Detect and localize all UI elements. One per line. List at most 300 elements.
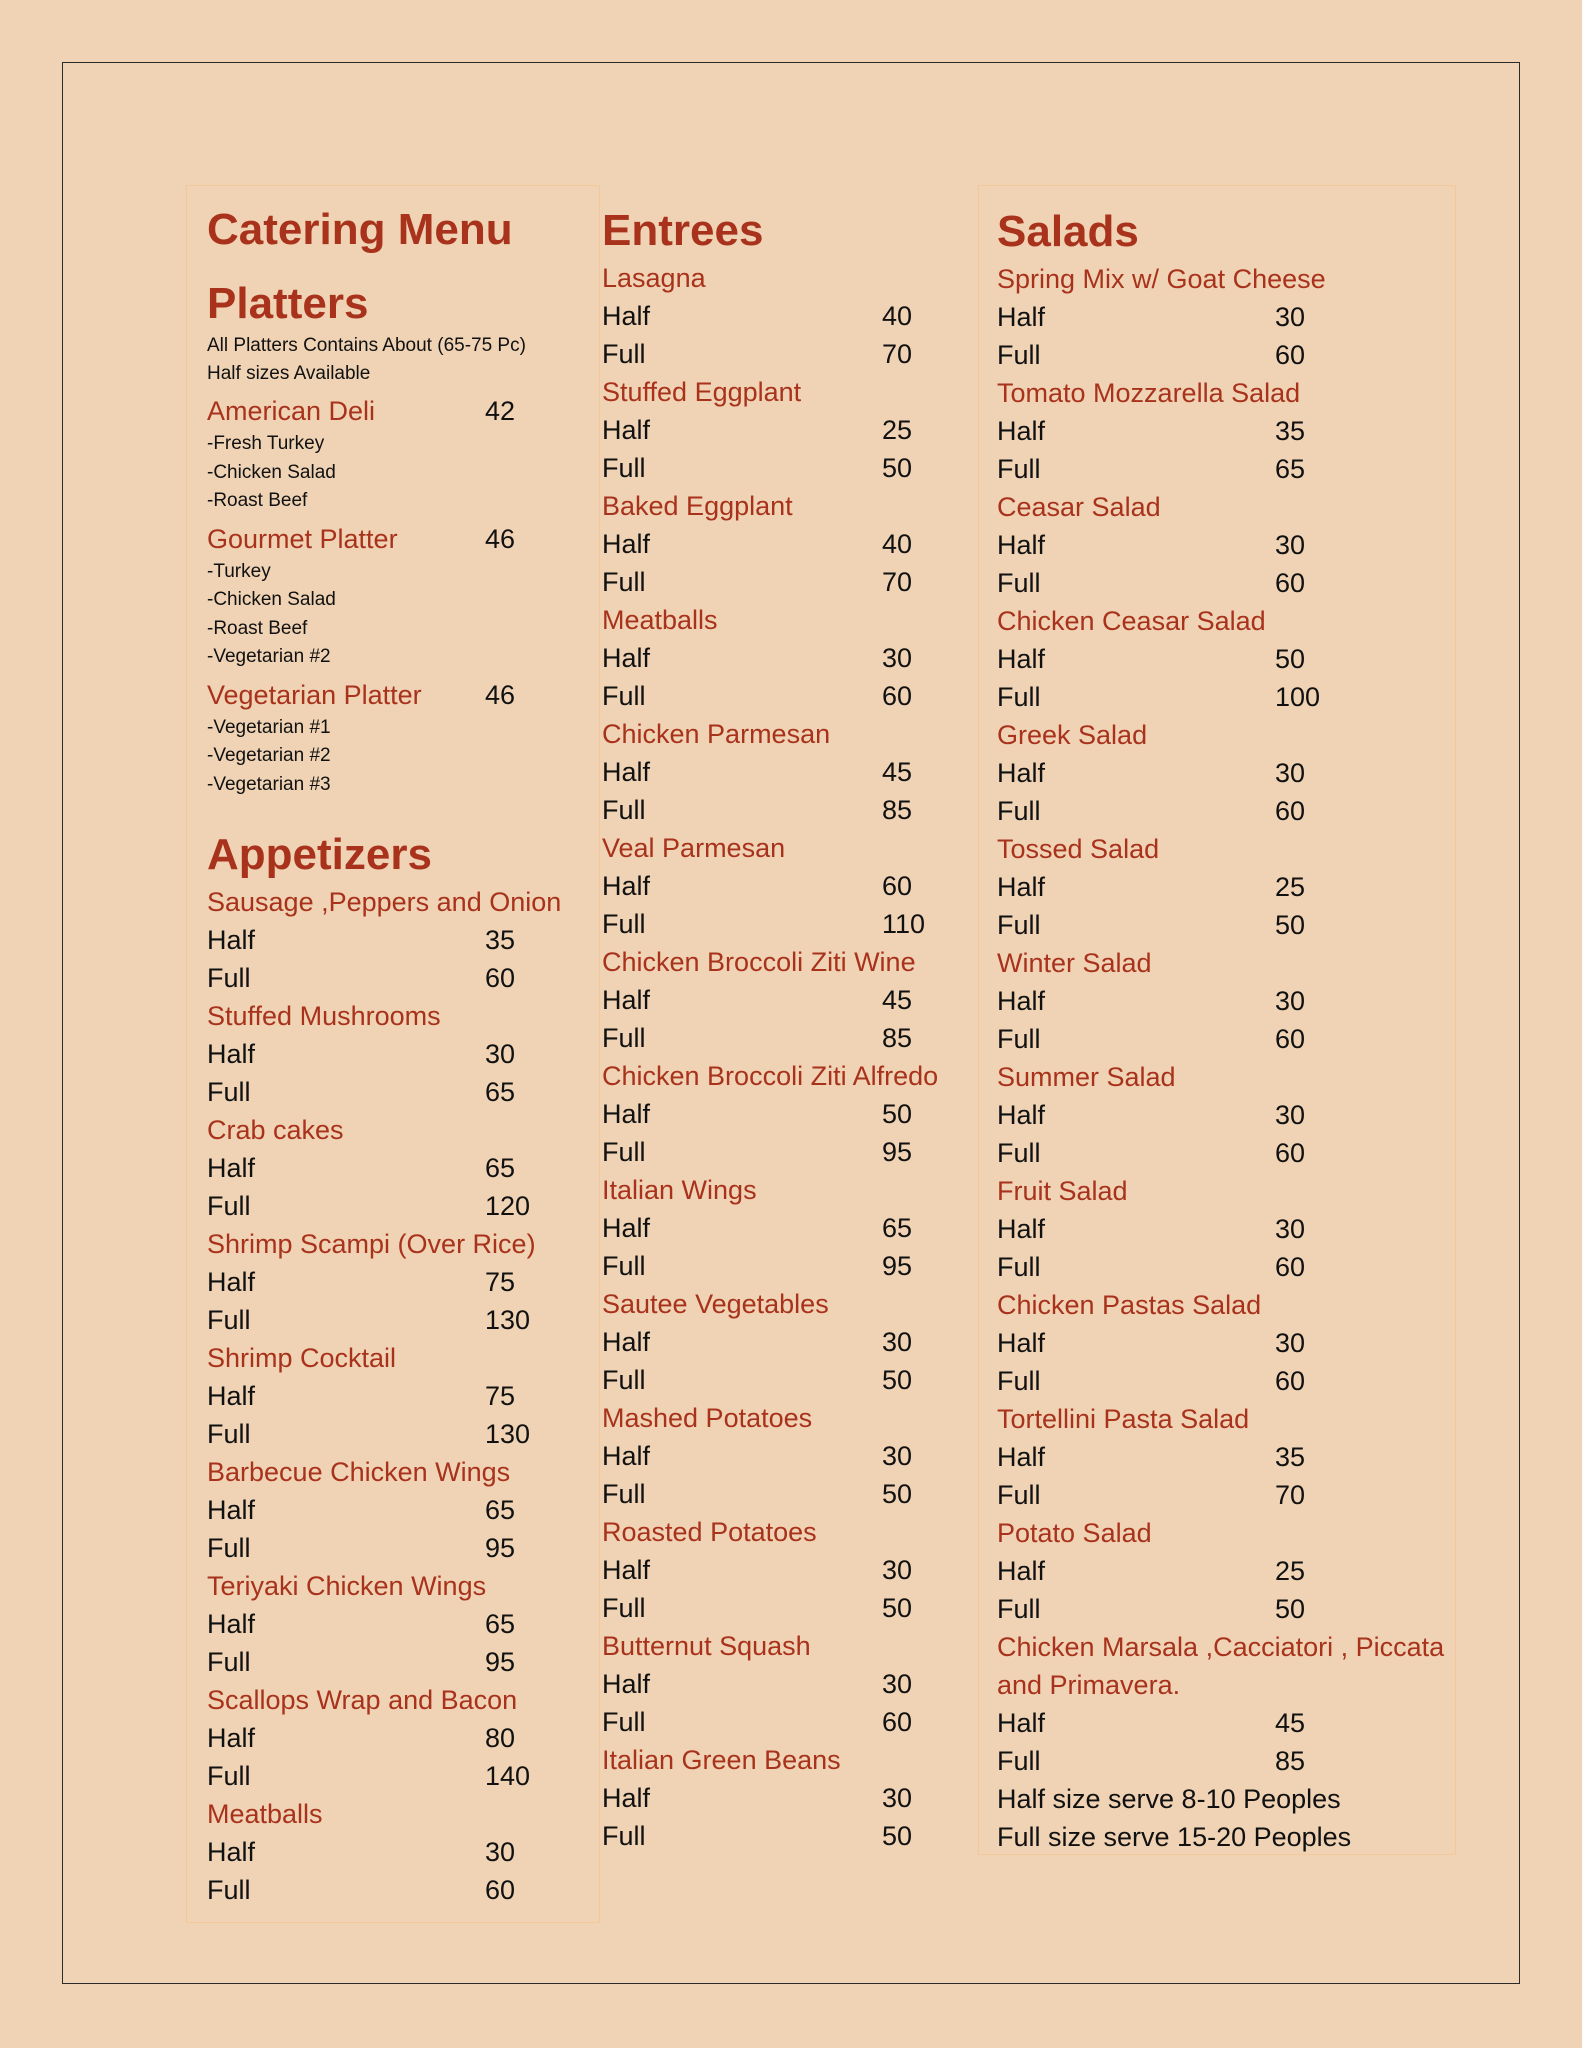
half-price-row [997,1552,1455,1590]
full-price-row [997,1742,1455,1780]
half-label: Half [602,415,651,445]
full-label: Full [207,1419,251,1449]
platter-item [207,676,599,800]
half-label: Half [602,643,651,673]
half-price: 35 [1275,416,1306,446]
full-label: Full [207,1761,251,1791]
full-price-row [997,906,1455,944]
item-name: Chicken Broccoli Ziti Wine [602,947,916,977]
half-price-row [207,1491,599,1529]
full-price: 60 [485,963,516,993]
half-label: Half [207,1267,256,1297]
full-label: Full [997,568,1041,598]
full-price: 50 [882,1821,913,1851]
full-price-row [997,1590,1455,1628]
full-price-row [997,450,1455,488]
full-price: 60 [882,681,913,711]
full-price-row [602,335,980,373]
half-price: 30 [1275,986,1306,1016]
half-price: 65 [485,1609,516,1639]
half-price: 30 [882,1669,913,1699]
full-price: 85 [1275,1746,1306,1776]
full-price-row [997,1248,1455,1286]
full-price-row [602,1475,980,1513]
full-price-row [207,1073,599,1111]
half-price: 30 [1275,1214,1306,1244]
half-price: 30 [485,1837,516,1867]
full-price: 70 [1275,1480,1306,1510]
full-price-row [207,959,599,997]
full-label: Full [207,1647,251,1677]
platter-price: 42 [485,396,516,426]
platter-item [207,520,599,672]
item-name: Butternut Squash [602,1631,811,1661]
menu-item [602,487,980,601]
full-label: Full [207,1533,251,1563]
full-label: Full [602,909,646,939]
menu-item [602,1285,980,1399]
item-name: Stuffed Mushrooms [207,1001,441,1031]
item-name: Ceasar Salad [997,492,1161,522]
item-name: Winter Salad [997,948,1152,978]
half-price: 60 [882,871,913,901]
platter-content-item: -Roast Beef [207,617,308,639]
full-price: 60 [1275,340,1306,370]
item-name: Baked Eggplant [602,491,793,521]
menu-item [997,374,1455,488]
platter-item [207,392,599,516]
item-name: Chicken Pastas Salad [997,1290,1262,1320]
item-name: Shrimp Scampi (Over Rice) [207,1229,536,1259]
half-label: Half [602,1783,651,1813]
item-name: Mashed Potatoes [602,1403,813,1433]
full-price: 50 [1275,910,1306,940]
half-price-row [997,982,1455,1020]
half-label: Half [602,301,651,331]
full-label: Full [602,453,646,483]
menu-item [602,259,980,373]
half-label: Half [997,302,1046,332]
half-price-row [602,753,980,791]
menu-item [602,715,980,829]
full-price: 50 [882,1479,913,1509]
full-price: 95 [882,1137,913,1167]
column-salads [978,185,1456,1855]
half-price-row [997,1324,1455,1362]
full-price: 70 [882,567,913,597]
half-label: Half [997,872,1046,902]
half-label: Half [207,925,256,955]
half-label: Half [207,1837,256,1867]
full-price-row [997,792,1455,830]
half-price: 50 [882,1099,913,1129]
full-label: Full [207,1305,251,1335]
half-price: 45 [882,985,913,1015]
half-price-row [602,639,980,677]
menu-item [997,944,1455,1058]
half-price-row [997,868,1455,906]
menu-item [997,602,1455,716]
half-price: 30 [1275,758,1306,788]
full-price-row [602,1247,980,1285]
menu-item [207,1225,599,1339]
full-price-row [997,1362,1455,1400]
menu-item [207,1681,599,1795]
full-price-row [997,1020,1455,1058]
platter-content-item: -Vegetarian #2 [207,646,331,667]
half-label: Half [997,1328,1046,1358]
half-price-row [602,867,980,905]
menu-item [207,1453,599,1567]
menu-item [997,1400,1455,1514]
half-label: Half [207,1609,256,1639]
full-price: 60 [1275,1138,1306,1168]
full-label: Full [997,454,1041,484]
item-name: Barbecue Chicken Wings [207,1457,511,1487]
full-price: 95 [882,1251,913,1281]
half-price: 25 [1275,872,1306,902]
full-price-row [207,1187,599,1225]
full-label: Full [997,910,1041,940]
entrees-title: Entrees [602,206,764,255]
menu-item [997,716,1455,830]
full-price-row [207,1757,599,1795]
menu-item [207,1111,599,1225]
half-price: 30 [882,1783,913,1813]
half-price: 45 [882,757,913,787]
full-label: Full [602,1251,646,1281]
menu-item [997,1172,1455,1286]
full-price: 110 [882,909,926,939]
platter-name: American Deli [207,396,376,426]
half-price-row [602,411,980,449]
full-label: Full [602,1365,646,1395]
platter-name: Gourmet Platter [207,523,398,554]
full-price: 50 [882,453,913,483]
item-name: Chicken Marsala ,Cacciatori , Piccata and Primavera. [997,1632,1445,1700]
menu-item [207,883,599,997]
half-price-row [207,921,599,959]
column-platters-appetizers [186,185,600,1923]
half-price-row [997,1704,1455,1742]
full-label: Full [602,681,646,711]
half-price-row [602,1209,980,1247]
full-price-row [602,1019,980,1057]
item-name: Crab cakes [207,1115,344,1145]
menu-title: Catering Menu [207,205,513,254]
full-price-row [602,905,980,943]
item-name: Italian Wings [602,1175,757,1205]
full-price: 50 [882,1593,913,1623]
item-name: Roasted Potatoes [602,1517,817,1547]
item-name: Meatballs [602,605,718,635]
half-price-row [602,1095,980,1133]
serving-note: Full size serve 15-20 Peoples [997,1822,1352,1852]
half-price: 30 [1275,1328,1306,1358]
menu-item [997,1514,1455,1628]
full-label: Full [602,1707,646,1737]
half-price: 30 [1275,302,1306,332]
half-price-row [602,981,980,1019]
half-price-row [207,1833,599,1871]
full-price: 130 [485,1419,531,1449]
full-label: Full [602,1137,646,1167]
half-label: Half [997,1100,1046,1130]
full-label: Full [602,339,646,369]
item-name: Italian Green Beans [602,1745,841,1775]
platter-content-item: -Vegetarian #3 [207,773,331,795]
full-price: 85 [882,1023,913,1053]
half-price-row [207,1719,599,1757]
full-price: 70 [882,339,913,369]
full-label: Full [997,1746,1041,1776]
half-price: 45 [1275,1708,1306,1738]
full-label: Full [997,1138,1041,1168]
full-label: Full [997,1480,1041,1510]
full-price: 65 [1275,454,1306,484]
full-price-row [602,677,980,715]
menu-item [997,488,1455,602]
half-label: Half [602,1327,651,1357]
half-label: Half [997,1214,1046,1244]
full-price: 85 [882,795,913,825]
full-price-row [602,1703,980,1741]
full-price: 60 [1275,1252,1306,1282]
half-label: Half [207,1495,256,1525]
half-price: 30 [882,1555,913,1585]
full-label: Full [207,1191,251,1221]
half-label: Half [997,1708,1046,1738]
menu-item [997,1058,1455,1172]
platter-content-item: -Vegetarian #2 [207,745,331,766]
menu-item [602,601,980,715]
half-label: Half [997,530,1046,560]
full-label: Full [997,1366,1041,1396]
menu-item [602,1399,980,1513]
half-label: Half [602,1669,651,1699]
menu-item [207,1339,599,1453]
platter-content-item: -Vegetarian #1 [207,716,331,738]
half-price-row [207,1263,599,1301]
half-price-row [207,1035,599,1073]
menu-item [207,1795,599,1909]
item-name: Greek Salad [997,720,1148,750]
item-name: Scallops Wrap and Bacon [207,1685,518,1715]
menu-item [602,373,980,487]
half-price-row [997,1096,1455,1134]
full-price-row [997,336,1455,374]
item-name: Lasagna [602,263,706,293]
half-label: Half [602,871,651,901]
platter-price: 46 [485,679,516,710]
half-label: Half [207,1039,256,1069]
half-label: Half [997,758,1046,788]
item-name: Meatballs [207,1799,323,1829]
half-price: 30 [1275,1100,1306,1130]
item-name: Tortellini Pasta Salad [997,1404,1250,1434]
half-price: 30 [1275,530,1306,560]
half-price: 75 [485,1267,516,1297]
platter-header [207,392,599,430]
menu-item [997,830,1455,944]
half-label: Half [602,529,651,559]
half-price-row [997,1438,1455,1476]
menu-item [602,829,980,943]
full-label: Full [602,795,646,825]
full-price-row [997,1476,1455,1514]
full-label: Full [997,1024,1041,1054]
half-price-row [997,526,1455,564]
half-price-row [602,1779,980,1817]
half-price-row [997,754,1455,792]
half-price: 25 [1275,1556,1306,1586]
half-price: 65 [882,1213,913,1243]
full-price-row [602,563,980,601]
full-price-row [207,1301,599,1339]
item-name: Spring Mix w/ Goat Cheese [997,264,1326,294]
full-price: 65 [485,1077,516,1107]
half-label: Half [997,416,1046,446]
menu-item [602,1741,980,1855]
half-price: 30 [485,1039,516,1069]
menu-item [602,943,980,1057]
full-label: Full [602,1593,646,1623]
full-label: Full [207,1875,251,1905]
full-price-row [602,791,980,829]
half-price: 80 [485,1723,516,1753]
half-label: Half [997,1442,1046,1472]
half-label: Half [207,1381,256,1411]
full-price-row [602,1133,980,1171]
item-name: Summer Salad [997,1062,1176,1092]
full-label: Full [602,567,646,597]
menu-item [602,1171,980,1285]
half-label: Half [602,1213,651,1243]
half-price: 65 [485,1495,516,1525]
platter-header [207,676,599,714]
platter-price: 46 [485,523,516,554]
full-price: 60 [882,1707,913,1737]
full-price: 140 [485,1761,531,1791]
full-label: Full [997,1252,1041,1282]
half-price-row [602,297,980,335]
half-price-row [207,1377,599,1415]
platter-header [207,520,599,558]
salads-title: Salads [997,207,1139,256]
full-price-row [602,1361,980,1399]
full-price: 60 [1275,568,1306,598]
full-price-row [207,1415,599,1453]
item-name: Chicken Ceasar Salad [997,606,1266,636]
full-price-row [997,1134,1455,1172]
item-name: Sautee Vegetables [602,1289,829,1319]
half-price-row [602,1665,980,1703]
column-entrees [590,185,980,1855]
full-label: Full [207,963,251,993]
half-label: Half [207,1153,256,1183]
half-label: Half [207,1723,256,1753]
item-name: Fruit Salad [997,1176,1128,1206]
platter-content-item: -Chicken Salad [207,461,336,483]
platter-note: Half sizes Available [207,363,371,384]
platter-content-item: -Chicken Salad [207,589,336,610]
item-name: Chicken Broccoli Ziti Alfredo [602,1061,939,1091]
full-price-row [602,449,980,487]
half-label: Half [602,757,651,787]
half-price: 30 [882,1441,913,1471]
platter-content-item: -Fresh Turkey [207,433,325,454]
full-price: 60 [1275,1024,1306,1054]
full-label: Full [602,1479,646,1509]
platter-name: Vegetarian Platter [207,679,422,710]
full-price: 60 [1275,796,1306,826]
full-price-row [997,564,1455,602]
half-price-row [602,525,980,563]
half-price: 50 [1275,644,1306,674]
full-label: Full [207,1077,251,1107]
menu-item [207,1567,599,1681]
full-price: 95 [485,1533,516,1563]
item-name: Chicken Parmesan [602,719,831,749]
full-price: 95 [485,1647,516,1677]
item-name: Sausage ,Peppers and Onion [207,887,562,917]
full-price-row [602,1817,980,1855]
full-price: 130 [485,1305,531,1335]
full-label: Full [997,340,1041,370]
menu-item [997,1286,1455,1400]
half-label: Half [997,644,1046,674]
menu-item [602,1627,980,1741]
platter-content-item: -Turkey [207,560,271,582]
full-price: 100 [1275,682,1321,712]
item-name: Shrimp Cocktail [207,1343,397,1373]
half-price-row [602,1551,980,1589]
full-price-row [207,1871,599,1909]
menu-item [602,1513,980,1627]
item-name: Tomato Mozzarella Salad [997,378,1301,408]
half-price: 30 [882,1327,913,1357]
full-price-row [602,1589,980,1627]
half-price: 35 [1275,1442,1306,1472]
half-label: Half [602,1441,651,1471]
full-price: 60 [1275,1366,1306,1396]
half-label: Half [602,985,651,1015]
appetizers-title: Appetizers [207,830,432,879]
half-price: 40 [882,529,913,559]
half-price-row [602,1437,980,1475]
menu-item [997,1628,1455,1780]
half-label: Half [997,986,1046,1016]
menu-item [207,997,599,1111]
full-label: Full [602,1023,646,1053]
menu-item [997,260,1455,374]
item-name: Stuffed Eggplant [602,377,802,407]
half-price: 30 [882,643,913,673]
half-price: 40 [882,301,913,331]
half-price-row [207,1605,599,1643]
item-name: Teriyaki Chicken Wings [207,1571,487,1601]
full-price-row [207,1643,599,1681]
full-price: 50 [882,1365,913,1395]
menu-item [602,1057,980,1171]
full-price-row [207,1529,599,1567]
full-price: 50 [1275,1594,1306,1624]
full-label: Full [997,796,1041,826]
half-label: Half [602,1555,651,1585]
half-price: 35 [485,925,516,955]
full-label: Full [997,1594,1041,1624]
half-price: 25 [882,415,913,445]
